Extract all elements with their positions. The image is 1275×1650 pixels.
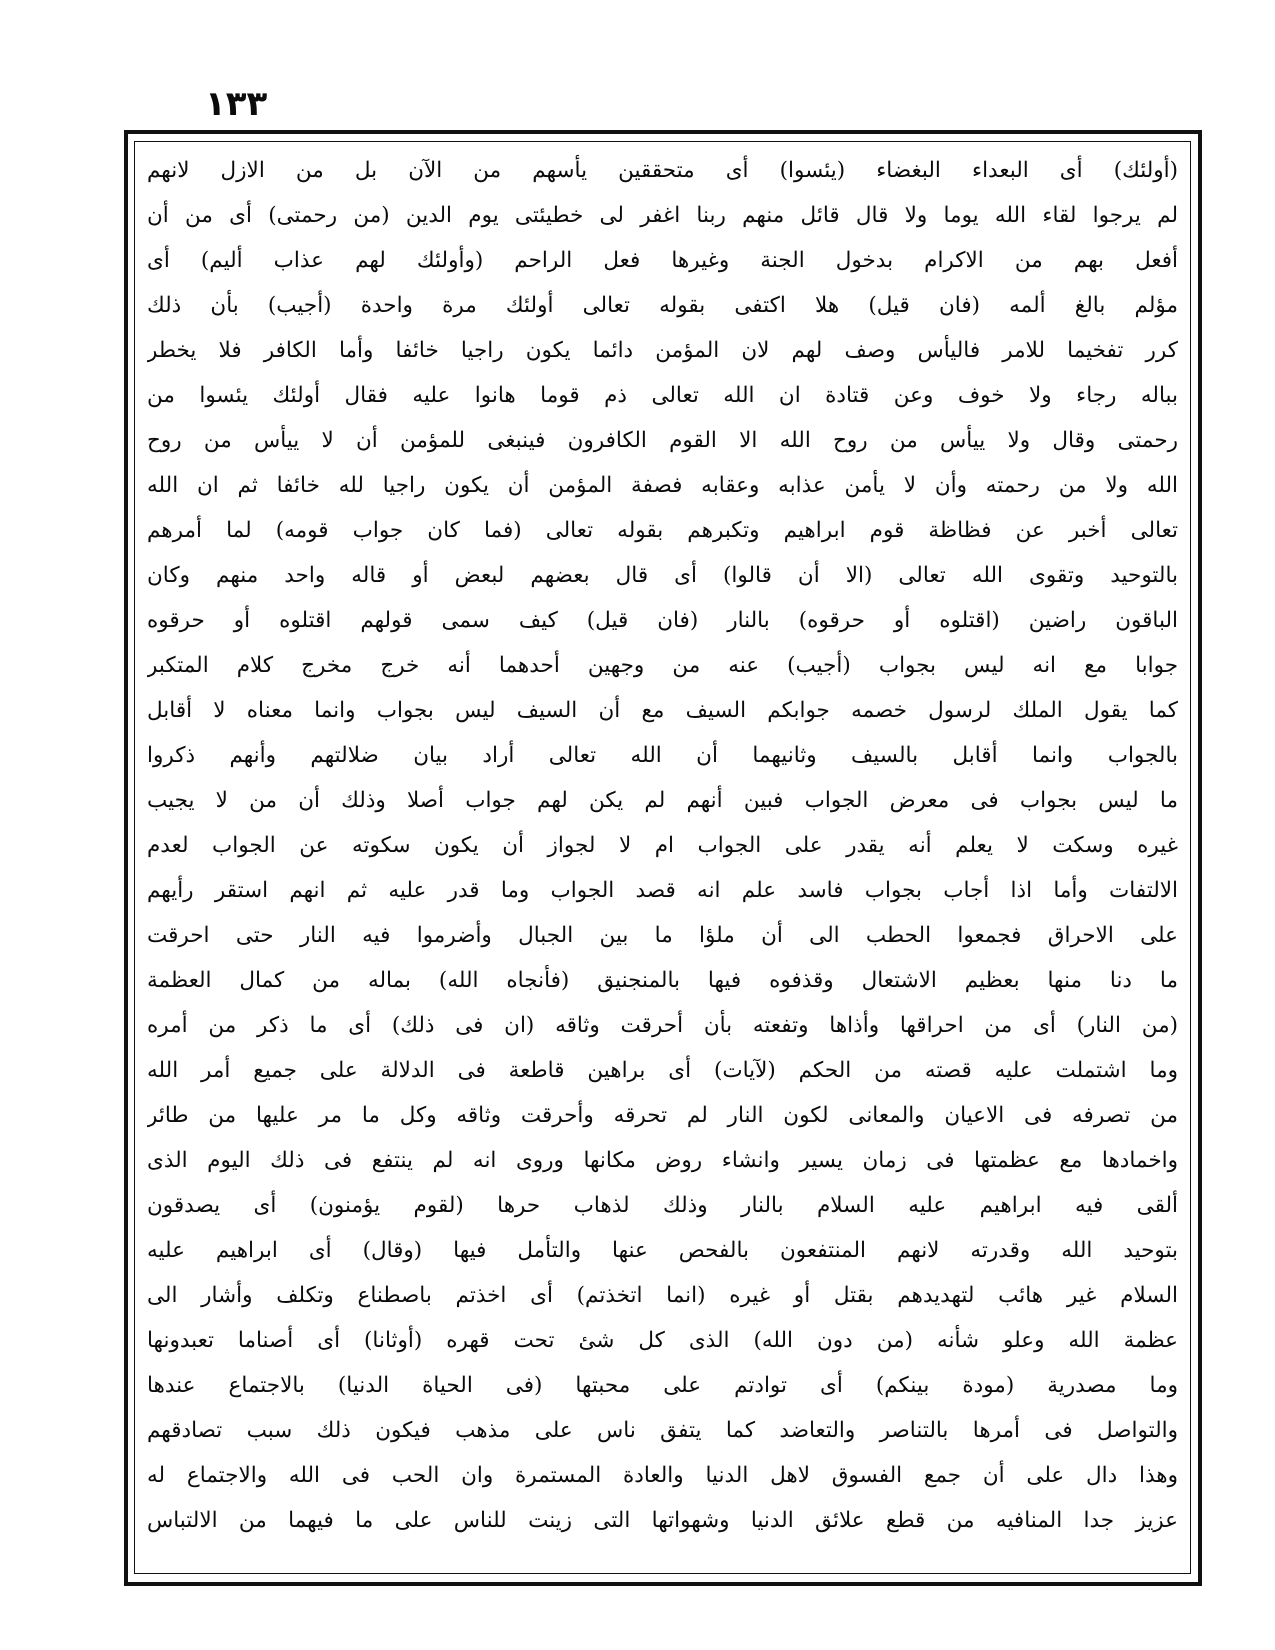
text-line: واخمادها مع عظمتها فى زمان يسير وانشاء روض مكانها وروى انه لم ينتفع فى ذلك اليوم الذى [147, 1148, 1178, 1173]
text-line: وما مصدرية (مودة بينكم) أى توادتم على محبتها (فى الحياة الدنيا) بالاجتماع عندها [147, 1373, 1178, 1398]
text-line: جوابا مع انه ليس بجواب (أجيب) عنه من وجهين أحدهما أنه خرج مخرج كلام المتكبر [147, 653, 1178, 678]
text-line: والتواصل فى أمرها بالتناصر والتعاضد كما يتفق ناس على مذهب فيكون ذلك سبب تصادقهم [147, 1418, 1178, 1443]
page-number: ١٣٣ [205, 84, 268, 124]
text-line: أفعل بهم من الاكرام بدخول الجنة وغيرها فعل الراحم (وأولئك لهم عذاب أليم) أى [147, 248, 1178, 273]
text-line: رحمتى وقال ولا ييأس من روح الله الا القوم الكافرون فينبغى للمؤمن أن لا ييأس من روح [147, 428, 1178, 453]
text-line: السلام غير هائب لتهديدهم بقتل أو غيره (انما اتخذتم) أى اخذتم باصطناع وتكلف وأشار الى [147, 1283, 1178, 1308]
text-line: وما اشتملت عليه قصته من الحكم (لآيات) أى براهين قاطعة فى الدلالة على جميع أمر الله [147, 1058, 1178, 1083]
text-line: ما ليس بجواب فى معرض الجواب فبين أنهم لم يكن لهم جواب أصلا وذلك أن من لا يجيب [147, 788, 1178, 813]
text-line: (من النار) أى من احراقها وأذاها وتفعته بأن أحرقت وثاقه (ان فى ذلك) أى ما ذكر من أمره [147, 1013, 1178, 1038]
text-line: (أولئك) أى البعداء البغضاء (يئسوا) أى متحققين يأسهم من الآن بل من الازل لانهم [147, 158, 1178, 183]
text-block [134, 141, 1191, 1574]
text-line: كما يقول الملك لرسول خصمه جوابكم السيف مع أن السيف ليس بجواب وانما معناه لا أقابل [147, 698, 1178, 723]
text-line: كرر تفخيما للامر فاليأس وصف لهم لان المؤمن دائما يكون راجيا خائفا وأما الكافر فلا يخطر [147, 338, 1178, 363]
text-line: مؤلم بالغ ألمه (فان قيل) هلا اكتفى بقوله تعالى أولئك مرة واحدة (أجيب) بأن ذلك [147, 293, 1178, 318]
text-line: عظمة الله وعلو شأنه (من دون الله) الذى كل شئ تحت قهره (أوثانا) أى أصناما تعبدونها [147, 1328, 1178, 1353]
text-line: على الاحراق فجمعوا الحطب الى أن ملؤا ما بين الجبال وأضرموا فيه النار حتى احرقت [147, 923, 1178, 948]
text-line: لم يرجوا لقاء الله يوما ولا قال قائل منهم ربنا اغفر لى خطيئتى يوم الدين (من رحمتى) أى من أن [147, 203, 1178, 228]
text-line: ما دنا منها بعظيم الاشتعال وقذفوه فيها بالمنجنيق (فأنجاه الله) بماله من كمال العظمة [147, 968, 1178, 993]
text-line: الباقون راضين (اقتلوه أو حرقوه) بالنار (فان قيل) كيف سمى قولهم اقتلوه أو حرقوه [147, 608, 1178, 633]
text-line: تعالى أخبر عن فظاظة قوم ابراهيم وتكبرهم بقوله تعالى (فما كان جواب قومه) لما أمرهم [147, 518, 1178, 543]
text-line: بالتوحيد وتقوى الله تعالى (الا أن قالوا) أى قال بعضهم لبعض أو قاله واحد منهم وكان [147, 563, 1178, 588]
text-line: بتوحيد الله وقدرته لانهم المنتفعون بالفحص عنها والتأمل فيها (وقال) أى ابراهيم عليه [147, 1238, 1178, 1263]
text-line: الله ولا من رحمته وأن لا يأمن عذابه وعقابه فصفة المؤمن أن يكون راجيا لله خائفا ثم ان الله [147, 473, 1178, 498]
text-line: ألقى فيه ابراهيم عليه السلام بالنار وذلك لذهاب حرها (لقوم يؤمنون) أى يصدقون [147, 1193, 1178, 1218]
text-line: غيره وسكت لا يعلم أنه يقدر على الجواب ام لا لجواز أن يكون سكوته عن الجواب لعدم [147, 833, 1178, 858]
text-line: بالجواب وانما أقابل بالسيف وثانيهما أن الله تعالى أراد بيان ضلالتهم وأنهم ذكروا [147, 743, 1178, 768]
text-line: من تصرفه فى الاعيان والمعانى لكون النار لم تحرقه وأحرقت وثاقه وكل ما مر عليها من طائر [147, 1103, 1178, 1128]
text-line: الالتفات وأما اذا أجاب بجواب فاسد علم انه قصد الجواب وما قدر عليه ثم انهم استقر رأيهم [147, 878, 1178, 903]
text-line: عزيز جدا المنافيه من قطع علائق الدنيا وشهواتها التى زينت للناس على ما فيهما من الالتباس [147, 1508, 1178, 1533]
text-line: وهذا دال على أن جمع الفسوق لاهل الدنيا والعادة المستمرة وان الحب فى الله والاجتماع له [147, 1463, 1178, 1488]
text-line: بباله رجاء ولا خوف وعن قتادة ان الله تعالى ذم قوما هانوا عليه فقال أولئك يئسوا من [147, 383, 1178, 408]
